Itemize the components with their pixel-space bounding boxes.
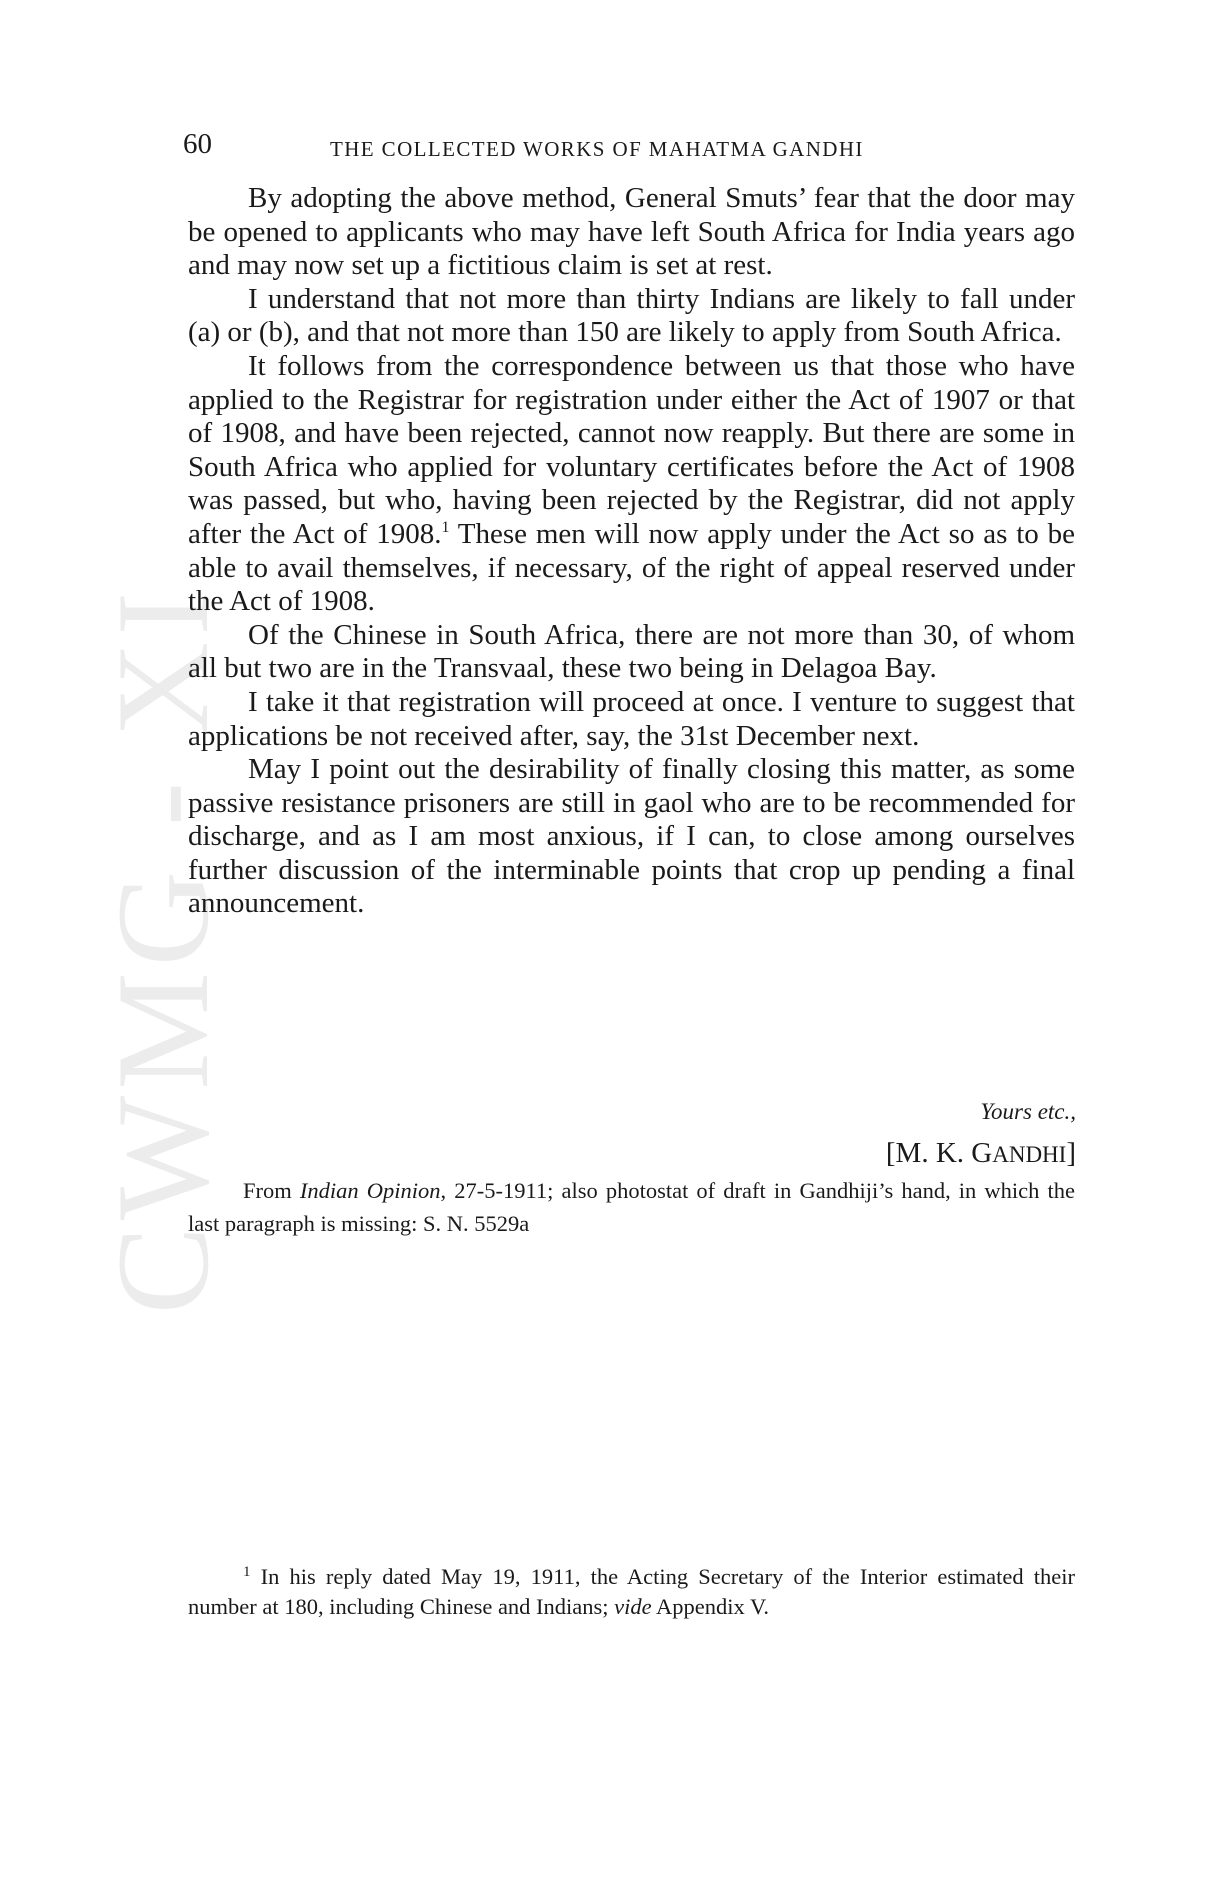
source-publication: Indian Opinion — [299, 1178, 441, 1203]
footnote-vide: vide — [614, 1594, 652, 1619]
running-head: THE COLLECTED WORKS OF MAHATMA GANDHI — [330, 137, 864, 161]
paragraph: I understand that not more than thirty Indians are likely to fall under (a) or (b), and that not more than 150 are likely to apply from South Africa. — [188, 282, 1075, 349]
paragraph-text: It follows from the correspondence between us that those who have applied to the Registrar for registration under either the Act of 1907 or that of 1908, and have been rejected, cannot now reapply. But there are some in South Africa who applied for voluntary certificates before the Act of 1908 was passed, but who, having been rejected by the Registrar, did not apply after the Act of 1908. — [188, 349, 1075, 550]
signature — [886, 1133, 1076, 1175]
paragraph: I take it that registration will proceed at once. I venture to suggest that applications be not received after, say, the 31st December next. — [188, 685, 1075, 752]
source-rest: , 27-5-1911; also photostat of draft in Gandhiji’s hand, in which the last paragraph is missing: S. N. 5529a — [188, 1178, 1075, 1236]
source-prefix: From — [243, 1178, 300, 1203]
footnote-end: Appendix V. — [651, 1594, 769, 1619]
page-header — [183, 128, 1076, 168]
source-note — [188, 1174, 1075, 1240]
paragraph: May I point out the desirability of finally closing this matter, as some passive resistance prisoners are still in gaol who are to be recommended for discharge, and as I am most anxious, if I can, to close among ourselves further discussion of the interminable points that crop up pending a final announcement. — [188, 753, 1075, 920]
signature-smallcaps: ANDHI — [992, 1142, 1067, 1167]
footnote-marker: 1 — [243, 1564, 251, 1580]
letter-body — [188, 182, 1075, 921]
paragraph — [188, 350, 1075, 619]
footnote-marker: 1 — [441, 518, 450, 536]
valediction: Yours etc., — [980, 1099, 1076, 1124]
signature-close: ] — [1066, 1137, 1076, 1169]
footnote-text: In his reply dated May 19, 1911, the Acting Secretary of the Interior estimated their number at 180, including Chinese and Indians; — [188, 1564, 1075, 1619]
page-number: 60 — [183, 128, 212, 160]
watermark-text: CWMG - XI — [89, 585, 236, 1315]
paragraph: Of the Chinese in South Africa, there are not more than 30, of whom all but two are in the Transvaal, these two being in Delagoa Bay. — [188, 618, 1075, 685]
footnote — [188, 1562, 1075, 1622]
signature-open: [M. K. G — [885, 1137, 993, 1169]
paragraph: By adopting the above method, General Smuts’ fear that the door may be opened to applicants who may have left South Africa for India years ago and may now set up a fictitious claim is set at rest. — [188, 182, 1075, 282]
letter-closing — [886, 1097, 1076, 1175]
paragraph-text: These men will now apply under the Act so as to be able to avail themselves, if necessary, of the right of appeal reserved under the Act of 1908. — [188, 517, 1075, 618]
